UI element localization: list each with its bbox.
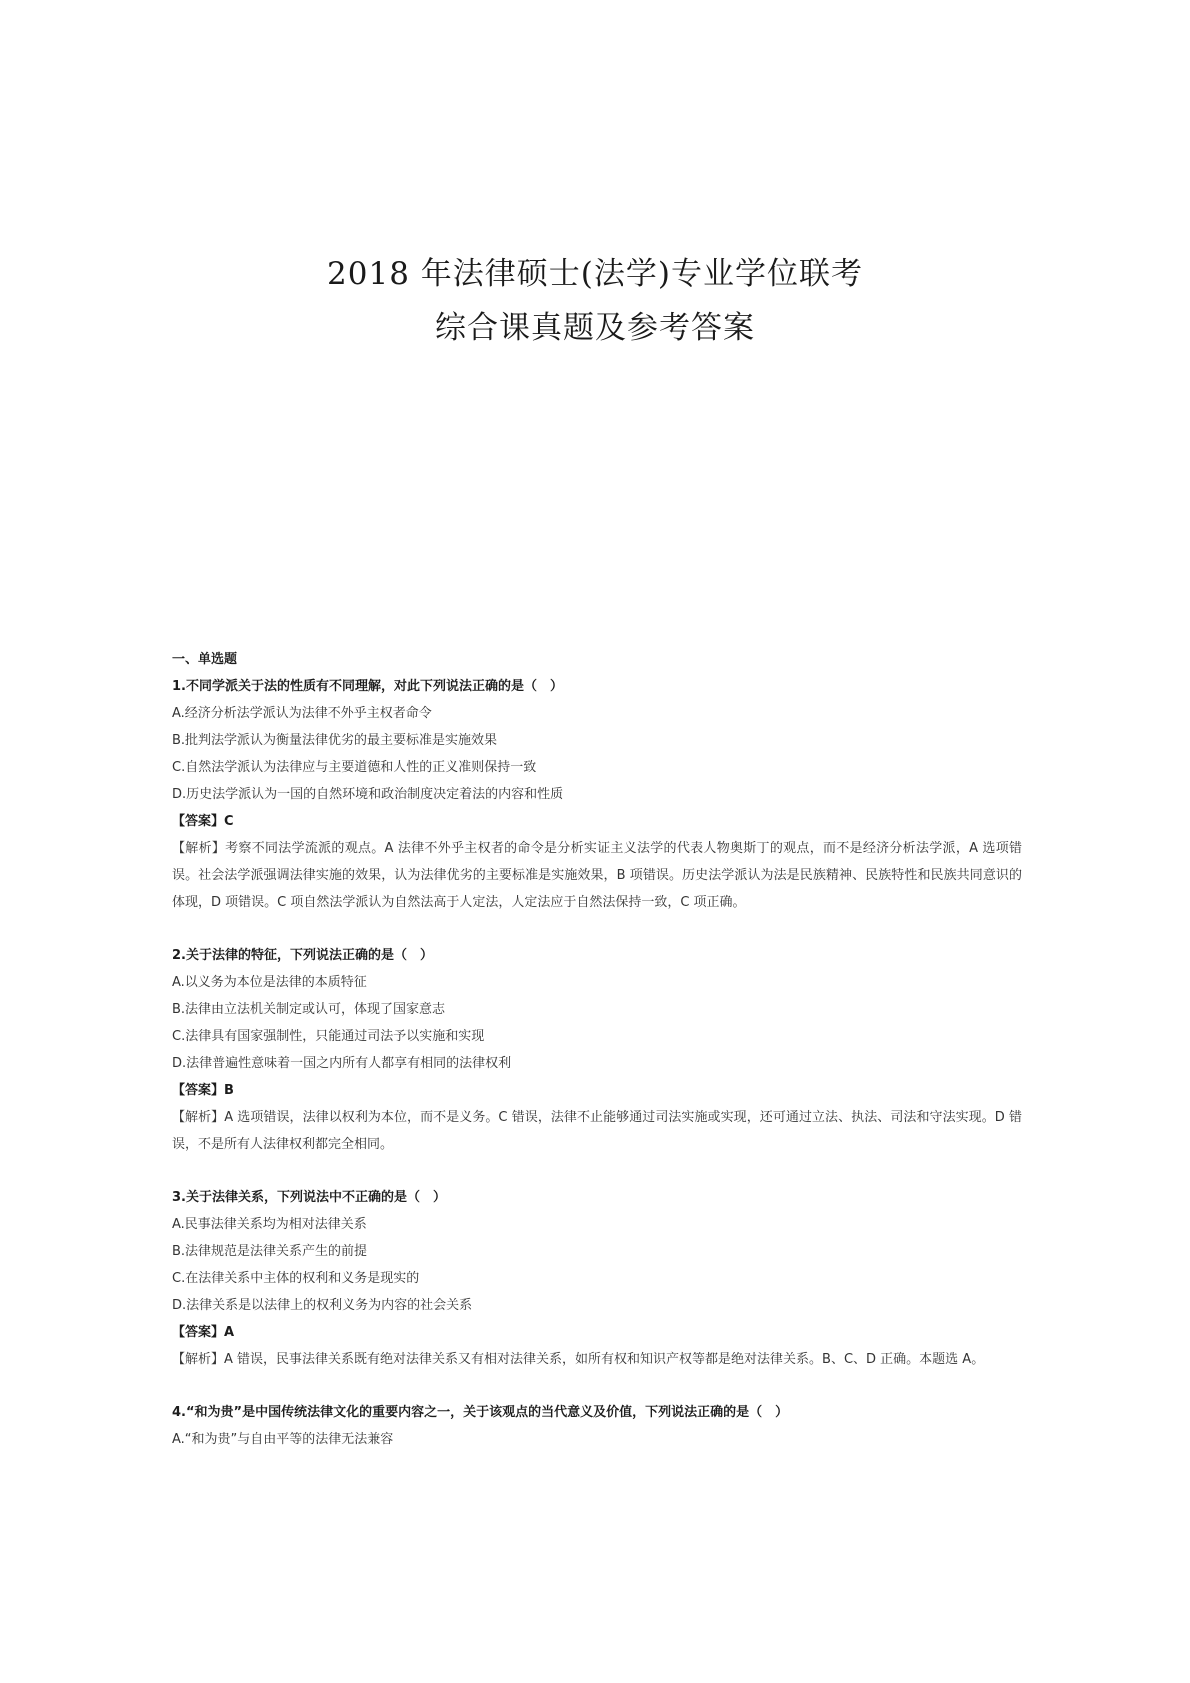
question-3	[172, 1184, 1022, 1373]
question-option-b: B.法律由立法机关制定或认可，体现了国家意志	[172, 1002, 446, 1017]
question-option-c: C.自然法学派认为法律应与主要道德和人性的正义准则保持一致	[172, 760, 537, 775]
question-stem: 2.关于法律的特征，下列说法正确的是（ ）	[172, 948, 433, 963]
question-analysis: 【解析】A 选项错误，法律以权利为本位，而不是义务。C 错误，法律不止能够通过司法实施或实现，还可通过立法、执法、司法和守法实现。D 错误，不是所有人法律权利都完全相同。	[172, 1110, 1022, 1152]
question-4	[172, 1399, 1022, 1453]
question-option-c: C.法律具有国家强制性，只能通过司法予以实施和实现	[172, 1029, 485, 1044]
question-option-a: A.民事法律关系均为相对法律关系	[172, 1217, 367, 1232]
question-option-d: D.历史法学派认为一国的自然环境和政治制度决定着法的内容和性质	[172, 787, 564, 802]
question-answer: 【答案】C	[172, 814, 234, 829]
question-option-a: A.经济分析法学派认为法律不外乎主权者命令	[172, 706, 432, 721]
document-title-line-1: 2018 年法律硕士(法学)专业学位联考	[327, 256, 863, 292]
question-option-b: B.批判法学派认为衡量法律优劣的最主要标准是实施效果	[172, 733, 498, 748]
question-option-d: D.法律普遍性意味着一国之内所有人都享有相同的法律权利	[172, 1056, 512, 1071]
question-option-a: A.以义务为本位是法律的本质特征	[172, 975, 367, 990]
question-option-a: A.“和为贵”与自由平等的法律无法兼容	[172, 1432, 394, 1447]
question-stem: 1.不同学派关于法的性质有不同理解，对此下列说法正确的是（ ）	[172, 679, 563, 694]
question-option-b: B.法律规范是法律关系产生的前提	[172, 1244, 368, 1259]
document-body	[172, 646, 1022, 1479]
question-option-d: D.法律关系是以法律上的权利义务为内容的社会关系	[172, 1298, 473, 1313]
question-analysis: 【解析】考察不同法学流派的观点。A 法律不外乎主权者的命令是分析实证主义法学的代表人物奥斯丁的观点，而不是经济分析法学派，A 选项错误。社会法学派强调法律实施的效果，认为法律优劣的主要标准是实施效果，B 项错误。历史法学派认为法是民族精神、民族特性和民族共同意识的体现，D 项错误。C 项自然法学派认为自然法高于人定法，人定法应于自然法保持一致，C 项正确。	[172, 841, 1022, 910]
question-stem: 3.关于法律关系，下列说法中不正确的是（ ）	[172, 1190, 446, 1205]
section-heading: 一、单选题	[172, 652, 238, 667]
question-option-c: C.在法律关系中主体的权利和义务是现实的	[172, 1271, 420, 1286]
question-2	[172, 942, 1022, 1158]
question-answer: 【答案】A	[172, 1325, 235, 1340]
question-1	[172, 673, 1022, 916]
question-analysis: 【解析】A 错误，民事法律关系既有绝对法律关系又有相对法律关系，如所有权和知识产权等都是绝对法律关系。B、C、D 正确。本题选 A。	[172, 1352, 985, 1367]
question-stem: 4.“和为贵”是中国传统法律文化的重要内容之一，关于该观点的当代意义及价值，下列说法正确的是（ ）	[172, 1405, 789, 1420]
question-answer: 【答案】B	[172, 1083, 234, 1098]
document-title-line-2: 综合课真题及参考答案	[435, 310, 755, 346]
